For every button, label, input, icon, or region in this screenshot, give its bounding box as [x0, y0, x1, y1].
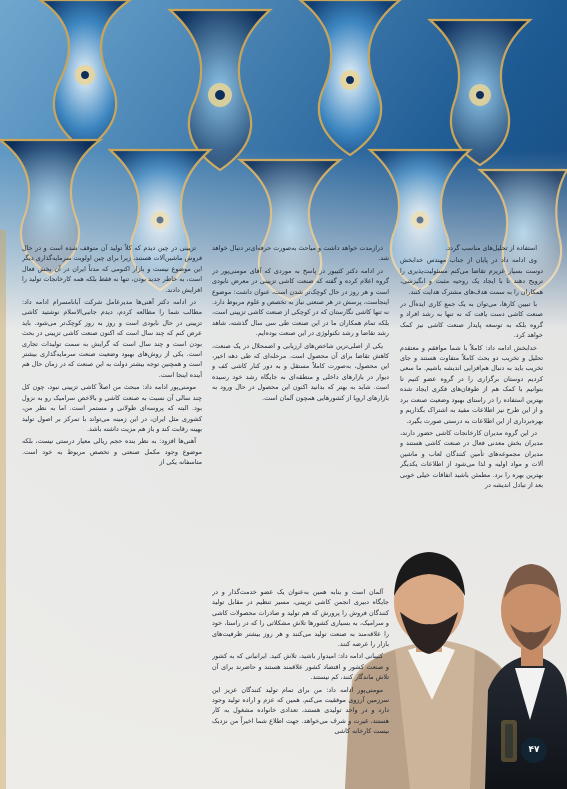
- article-paragraph: خدابخش ادامه داد: کاملاً با شما موافقم و معتقدم تحلیل و تخریب دو بحث کاملاً متفاوت هستند و جای تخریب باید به دنبال هم‌افزایی اندیشه باشیم. ما سعی کردیم دوستان برگزاری را در گروه عضو کنیم تا بتوانیم با کمک هم از طوفان‌های فکری ایجاد شده بهترین استفاده را در راستای بهبود وضعیت صنعت برد و از این طرح نیز اطلاعات مفید به اشتراک بگذاریم و بهره‌برداری از این اطلاعات به درستی صورت بگیرد.: [400, 343, 543, 425]
- article-column-middle: [212, 243, 389, 788]
- article-paragraph: درازمدت خواهد داشت و مباحث به‌صورت حرفه‌ای‌تر دنبال خواهد شد.: [212, 244, 389, 263]
- left-gold-strip: [0, 230, 6, 789]
- article-paragraph: یکی از اصلی‌ترین شاخص‌های ارزیابی و اضمحلال در یک صنعت، کاهش تقاضا برای آن محصول است. مرحله‌ای که طی دهه اخیر، این محصول، به‌صورت کاملاً مستقل و به دور کنار کاشی کف و دیوار در بازارهای داخلی و منطقه‌ای به جایگاه رشد خود رسیده است. شاید به بهتر که بدانید اکنون این محصول در حال ورود به بازارهای اروپا از کشورهایی همچون آلمان است.: [212, 341, 389, 402]
- article-column-left: [22, 243, 202, 788]
- page-number: ۴۷: [521, 737, 547, 763]
- article-paragraph: کثیبانی ادامه داد: امیدوار باشید، تلاش کنید. ایرانیانی که به کشور و صنعت کشور و اقتصاد کشور علاقمند هستند و حاضرند برای آن تلاش ماندگار کنند، کم نیستند.: [212, 652, 389, 682]
- article-paragraph: در این گروه مدیران کارخانجات کاشی حضور دارند، مدیران بخش معدنی فعال در صنعت کاشی هستند و مدیران مجموعه‌های تأمین کنندگان لعاب و ماشین آلات و مواد اولیه و لذا می‌شود از اطلاعات یکدیگر بهترین بهره را برد. مطمئن باشید اتفاقات خیلی خوبی بعد از تبادل اندیشه در: [400, 428, 543, 489]
- article-paragraph: با تبیین کارها، می‌توان به یک جمع کاری ایده‌آل در صنعت کاشی دست یافت که نه تنها به رشد افراد و گروه بلکه به توسعه پایدار صنعت کاشی نیز کمک خواهد کرد.: [400, 300, 543, 340]
- article-paragraph: مومنی‌پور ادامه داد: من برای تمام تولید کنندگان عزیز این سرزمین آرزوی موفقیت می‌کنم. همین که عزم و اراده تولید وجود دارد و در واحد تولیدی هستند، تعدادی خانواده مشغول به کار هستند، غیرت و شرف می‌خواهد. جهت اطلاع شما اخیراً من نزدیک بیست کارخانه کاشی: [212, 685, 389, 736]
- article-column-middle-lower: [212, 587, 389, 739]
- article-paragraph: آهنی‌ها افزود: به نظر بنده حجم ریالی معیار درستی نیست، بلکه موضوع وجود مکمل صنعتی و تخصص مربوط به خود است. متاسفانه یکی از: [22, 437, 202, 467]
- article-column-right: [400, 243, 543, 561]
- article-paragraph: مومنی‌پور ادامه داد: مبحث من اصلاً کاشی تزیینی نبود، چون کل چند سالی آن نسبت به صنعت کاشی و بالاخص سرامیک رو به نزول بود. البته که پروسه‌ای طولانی و مستمر است. اما به نظر من، کشوری مثل ایران، در این زمینه می‌تواند با تمرکز بر اصول تولید بهینه رقابت کند و باز هم مزیت داشته باشد.: [22, 383, 202, 433]
- article-paragraph: در ادامه دکتر کثیبور در پاسخ به موردی که آقای مومنی‌پور در گروه اعلام کرده و گفته که صنعت کاشی تزیینی در معرض نابودی است و هر روز در حال کوچک‌تر شدن است، عنوان داشت: موضوع اینجاست، پرسش در هر صنعتی نیاز به تخصص و علوم مربوط دارد. نه تنها کاشی نگارستان که در کوچکی از صنعت کاشی تزیینی است، بلکه تمام همکاران ما در این صنعت طی سی سال گذشته، شاهد رشد تقاضا و رشد تکنولوژی در این صنعت بوده‌ایم.: [212, 266, 389, 338]
- magazine-watermark-logo: [497, 718, 521, 764]
- article-paragraph: آلمان است و بنابه همین به‌عنوان یک عضو خدمت‌گذار و در جایگاه دبیری انجمن کاشی تزیینی، مسیر تنظیم در مقابل تولید کنندگان فروش را پرورش که هم تولید و صادرات محصولات کاشی و سرامیک، به بسیاری کشورها تلاش مشکلاتی را که در راستا، خود را علاقه‌مند به صنعت تولید می‌کنند و هر روز بیشتر ظرفیت‌های بازار را عرضه کنند.: [212, 588, 389, 649]
- article-paragraph: وی ادامه داد در پایان از جناب مهندس خدابخش دوست بسیار عزیزم تقاضا می‌کنم مسئولیت‌پذیری را ترویج دهند تا با ایجاد یک روحیه مثبت و انگیزشی، همکاران را به سمت هدف‌های مشترک هدایت کنند.: [400, 256, 543, 296]
- article-paragraph: تزیینی در چین دیدم که کلاً تولید آن متوقف شده است و در حال فروش ماشین‌آلات هستند، زیرا برای چین اولویت سرمایه‌گذاری دیگر این موضوع نیست و بازار اکنومی که مدتاً ایران در آن بخش فعال است، به خاطر جدید بودن، تنها نه ‌فقط بلکه همه کارخانجات تولید را افزایش دادند.: [22, 244, 202, 294]
- article-paragraph: در ادامه دکتر آهنی‌ها مدیرعامل شرکت آبانامسرام ادامه داد: مطالب شما را مطالعه کردم، دیدم جانبی‌الاسلام نوشتید کاشی تزیینی در حال نابودی است و روز به روز کوچک‌تر می‌شود. باید عرض کنم که چند سال است که اکنون صنعت کاشی تزیینی در بحث بودن است و چند سال است که گرایش به سمت تولیدات تجاری است. یکی از روش‌های بهبود وضعیت صنعت سرمایه‌گذاری بیشتر است و همچنین توجه بیشتر دولت به این صنعت که در زمان حال هم آینده اینجا است.: [22, 298, 202, 379]
- article-paragraph: استفاده از تحلیل‌های مناسب گردد.: [445, 244, 537, 252]
